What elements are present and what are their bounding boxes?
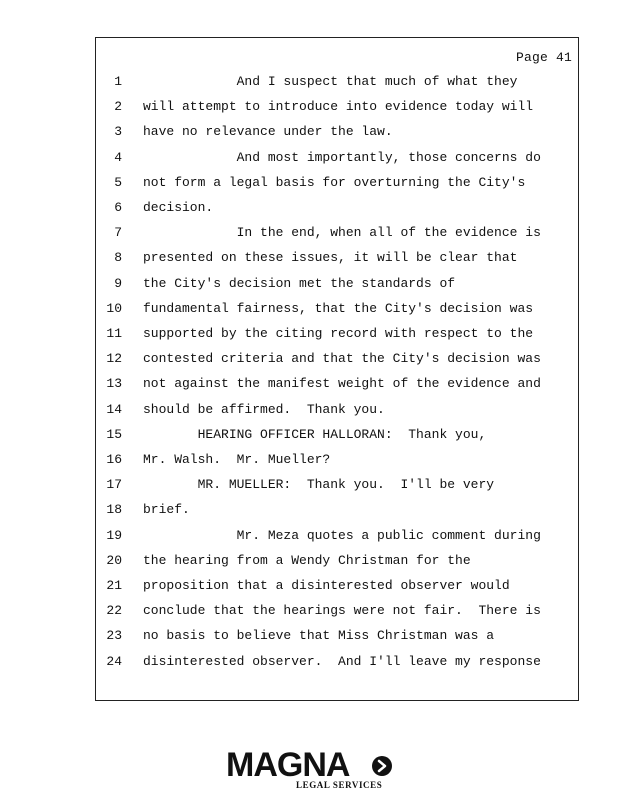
line-number: 2	[114, 99, 122, 115]
line-number: 4	[114, 149, 122, 165]
line-number: 22	[106, 603, 122, 619]
transcript-line	[96, 427, 578, 447]
transcript-line	[96, 225, 578, 245]
transcript-line	[96, 175, 578, 195]
transcript-line	[96, 402, 578, 422]
line-text: not form a legal basis for overturning the City's	[143, 174, 526, 190]
line-number: 10	[106, 300, 122, 316]
transcript-line	[96, 477, 578, 497]
transcript-line	[96, 276, 578, 296]
transcript-line	[96, 74, 578, 94]
line-number: 9	[114, 275, 122, 291]
line-text: HEARING OFFICER HALLORAN: Thank you,	[143, 426, 487, 442]
line-number: 15	[106, 426, 122, 442]
transcript-line	[96, 326, 578, 346]
line-text: brief.	[143, 502, 190, 518]
line-number: 24	[106, 653, 122, 669]
line-number: 6	[114, 200, 122, 215]
transcript-line	[96, 553, 578, 573]
line-number: 20	[106, 552, 122, 568]
transcript-line	[96, 502, 578, 522]
line-number: 1	[114, 74, 122, 89]
line-text: no basis to believe that Miss Christman was a	[143, 628, 495, 644]
line-text: proposition that a disinterested observer would	[143, 578, 510, 593]
line-text: the hearing from a Wendy Christman for the	[143, 552, 471, 568]
line-number: 18	[106, 502, 122, 518]
line-text: conclude that the hearings were not fair. There is	[143, 603, 541, 619]
line-number: 12	[106, 351, 122, 367]
logo-tagline: LEGAL SERVICES	[296, 780, 383, 790]
line-number: 5	[114, 174, 122, 190]
line-text: disinterested observer. And I'll leave my response	[143, 653, 541, 669]
transcript-line	[96, 528, 578, 548]
line-number: 21	[106, 578, 122, 593]
transcript-line	[96, 200, 578, 220]
line-number: 19	[106, 527, 122, 543]
transcript-line	[96, 351, 578, 371]
line-text: And most importantly, those concerns do	[143, 149, 541, 165]
magna-logo	[226, 748, 396, 794]
line-text: In the end, when all of the evidence is	[143, 225, 541, 241]
transcript-line	[96, 99, 578, 119]
line-number: 14	[106, 401, 122, 417]
line-number: 7	[114, 225, 122, 241]
transcript-page	[95, 37, 579, 701]
transcript-line	[96, 452, 578, 472]
transcript-line	[96, 628, 578, 648]
line-text: not against the manifest weight of the evidence and	[143, 376, 541, 392]
line-number: 11	[106, 326, 122, 341]
transcript-line	[96, 150, 578, 170]
line-text: decision.	[143, 200, 214, 215]
line-text: Mr. Meza quotes a public comment during	[143, 527, 541, 543]
line-text: the City's decision met the standards of	[143, 275, 456, 291]
line-number: 8	[114, 250, 122, 266]
transcript-line	[96, 603, 578, 623]
line-number: 13	[106, 376, 122, 392]
line-text: MR. MUELLER: Thank you. I'll be very	[143, 477, 495, 493]
line-text: will attempt to introduce into evidence today will	[143, 99, 534, 115]
transcript-line	[96, 578, 578, 598]
transcript-line	[96, 654, 578, 674]
line-text: have no relevance under the law.	[143, 124, 393, 140]
arrow-circle-icon	[371, 755, 393, 777]
logo-wordmark: MAGNA	[226, 746, 350, 784]
page-number: Page 41	[515, 50, 572, 65]
line-number: 16	[106, 452, 122, 467]
line-text: fundamental fairness, that the City's decision was	[143, 300, 534, 316]
transcript-line	[96, 301, 578, 321]
line-number: 3	[114, 124, 122, 140]
transcript-line	[96, 376, 578, 396]
line-text: contested criteria and that the City's decision was	[143, 351, 541, 367]
line-text: And I suspect that much of what they	[143, 74, 518, 89]
line-number: 17	[106, 477, 122, 493]
line-number: 23	[106, 628, 122, 644]
transcript-line	[96, 250, 578, 270]
line-text: should be affirmed. Thank you.	[143, 401, 385, 417]
line-text: supported by the citing record with respect to the	[143, 326, 534, 341]
line-text: Mr. Walsh. Mr. Mueller?	[143, 452, 331, 467]
line-text: presented on these issues, it will be clear that	[143, 250, 518, 266]
transcript-line	[96, 124, 578, 144]
